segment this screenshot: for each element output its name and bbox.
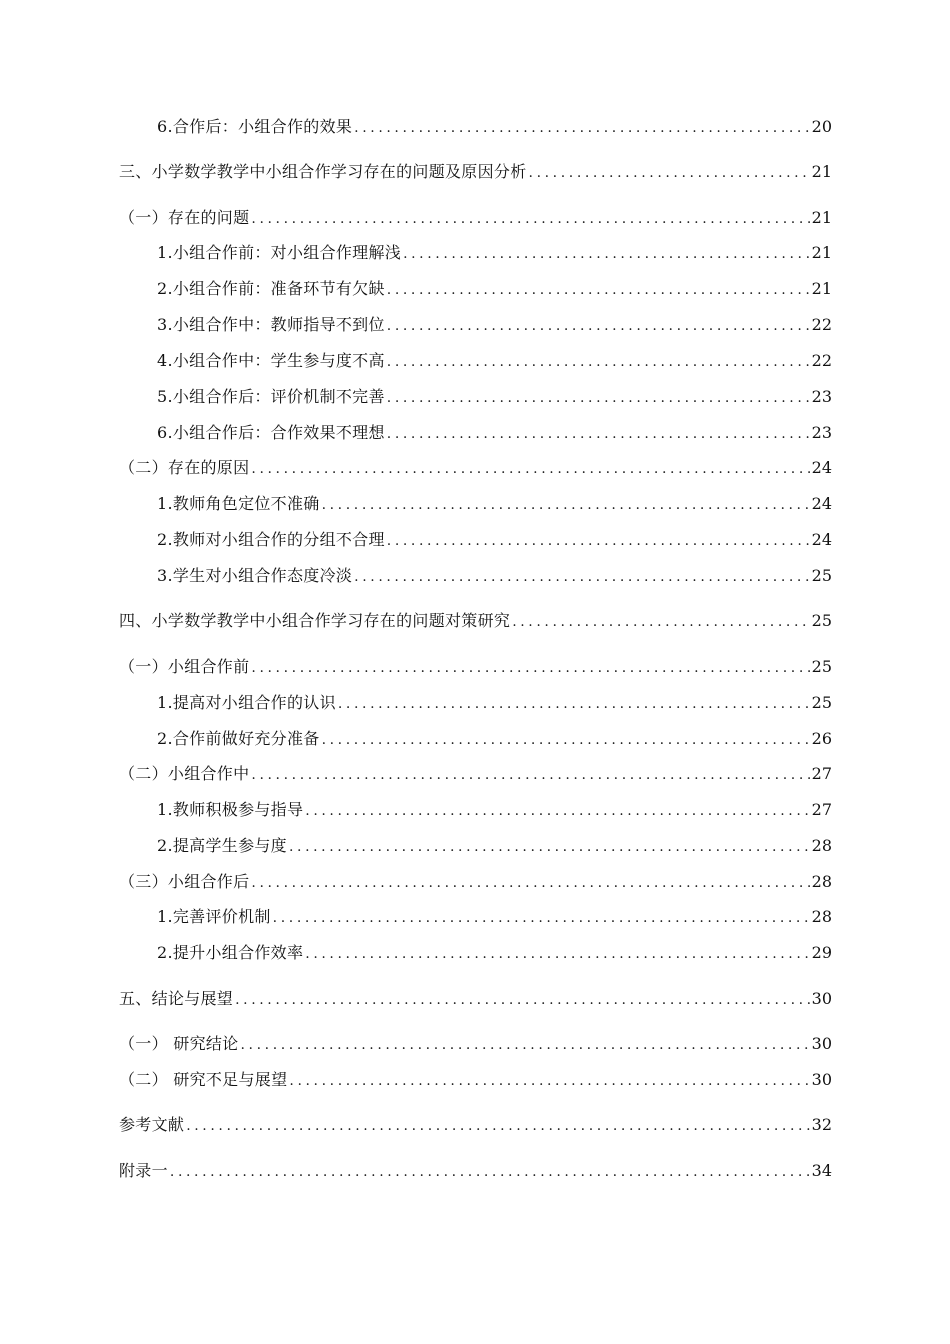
toc-entry-page: 24 <box>811 458 832 477</box>
toc-entry-title: 五、结论与展望 <box>119 989 234 1008</box>
toc-entry-page: 27 <box>811 800 832 819</box>
toc-entry-title: 2.提高学生参与度 <box>157 836 287 855</box>
toc-entry-title: （三）小组合作后 <box>119 872 250 891</box>
toc-entry-page: 24 <box>811 494 832 513</box>
toc-entry[interactable] <box>157 940 832 966</box>
toc-entry-page: 22 <box>811 351 832 370</box>
toc-entry-title: 4.小组合作中：学生参与度不高 <box>157 351 385 370</box>
toc-entry-page: 30 <box>811 1034 832 1053</box>
toc-entry[interactable] <box>157 797 832 823</box>
toc-entry-title: 6.小组合作后：合作效果不理想 <box>157 423 385 442</box>
toc-entry-title: （一）存在的问题 <box>119 208 250 227</box>
toc-entry-page: 20 <box>811 117 832 136</box>
toc-entry-page: 32 <box>811 1115 832 1134</box>
toc-entry-title: 6.合作后：小组合作的效果 <box>157 117 353 136</box>
toc-entry-page: 24 <box>811 530 832 549</box>
toc-entry-page: 21 <box>811 279 832 298</box>
toc-dot-leader <box>354 115 809 140</box>
toc-entry[interactable] <box>119 1031 832 1057</box>
toc-entry-title: 2.教师对小组合作的分组不合理 <box>157 530 385 549</box>
toc-entry[interactable] <box>157 690 832 716</box>
toc-entry[interactable] <box>157 420 832 446</box>
toc-dot-leader <box>235 987 810 1012</box>
toc-entry[interactable] <box>119 1112 832 1138</box>
toc-dot-leader <box>251 206 809 231</box>
toc-dot-leader <box>529 160 810 185</box>
toc-dot-leader <box>354 564 809 589</box>
toc-dot-leader <box>322 492 810 517</box>
toc-entry-page: 27 <box>811 764 832 783</box>
toc-dot-leader <box>289 834 810 859</box>
toc-dot-leader <box>305 798 809 823</box>
toc-entry-page: 30 <box>811 1070 832 1089</box>
toc-entry[interactable] <box>119 654 832 680</box>
toc-entry-title: （一）小组合作前 <box>119 657 250 676</box>
toc-entry-title: （一） 研究结论 <box>119 1034 239 1053</box>
toc-entry-page: 21 <box>811 162 832 181</box>
toc-dot-leader <box>289 1068 809 1093</box>
toc-entry-title: 1.小组合作前：对小组合作理解浅 <box>157 243 402 262</box>
toc-entry-page: 21 <box>811 243 832 262</box>
toc-entry-title: 1.教师积极参与指导 <box>157 800 304 819</box>
toc-dot-leader <box>170 1159 810 1184</box>
toc-dot-leader <box>512 609 809 634</box>
toc-entry[interactable] <box>157 904 832 930</box>
toc-entry[interactable] <box>157 114 832 140</box>
toc-dot-leader <box>251 655 809 680</box>
toc-entry-page: 23 <box>811 423 832 442</box>
toc-entry[interactable] <box>119 455 832 481</box>
toc-entry-title: （二）存在的原因 <box>119 458 250 477</box>
toc-entry-title: 1.提高对小组合作的认识 <box>157 693 336 712</box>
toc-entry-title: （二） 研究不足与展望 <box>119 1070 288 1089</box>
toc-dot-leader <box>387 421 810 446</box>
toc-entry-page: 25 <box>811 611 832 630</box>
toc-entry-title: 2.小组合作前：准备环节有欠缺 <box>157 279 385 298</box>
toc-entry-title: 1.完善评价机制 <box>157 907 271 926</box>
toc-entry-title: （二）小组合作中 <box>119 764 250 783</box>
toc-entry-title: 参考文献 <box>119 1115 185 1134</box>
toc-entry-page: 28 <box>811 836 832 855</box>
toc-entry-page: 34 <box>811 1161 832 1180</box>
toc-entry[interactable] <box>119 986 832 1012</box>
toc-entry[interactable] <box>157 240 832 266</box>
toc-entry[interactable] <box>119 205 832 231</box>
toc-dot-leader <box>403 241 810 266</box>
toc-entry[interactable] <box>119 1158 832 1184</box>
toc-entry[interactable] <box>119 869 832 895</box>
toc-entry-page: 25 <box>811 693 832 712</box>
toc-entry[interactable] <box>157 726 832 752</box>
toc-entry[interactable] <box>119 761 832 787</box>
toc-entry-page: 28 <box>811 872 832 891</box>
toc-dot-leader <box>322 727 810 752</box>
toc-entry-title: 5.小组合作后：评价机制不完善 <box>157 387 385 406</box>
toc-dot-leader <box>251 762 809 787</box>
toc-entry-page: 25 <box>811 657 832 676</box>
toc-dot-leader <box>387 385 810 410</box>
toc-entry-title: 3.小组合作中：教师指导不到位 <box>157 315 385 334</box>
toc-dot-leader <box>186 1113 809 1138</box>
toc-dot-leader <box>387 349 810 374</box>
toc-entry[interactable] <box>157 527 832 553</box>
toc-dot-leader <box>241 1032 810 1057</box>
toc-entry[interactable] <box>157 348 832 374</box>
toc-dot-leader <box>305 941 809 966</box>
toc-entry[interactable] <box>157 491 832 517</box>
toc-dot-leader <box>387 277 810 302</box>
toc-entry-page: 23 <box>811 387 832 406</box>
toc-entry-title: 四、小学数学教学中小组合作学习存在的问题对策研究 <box>119 611 511 630</box>
toc-entry[interactable] <box>119 159 832 185</box>
toc-entry-title: 2.合作前做好充分准备 <box>157 729 320 748</box>
toc-entry-title: 2.提升小组合作效率 <box>157 943 304 962</box>
toc-entry[interactable] <box>157 312 832 338</box>
toc-entry-page: 28 <box>811 907 832 926</box>
toc-entry[interactable] <box>157 833 832 859</box>
toc-entry-page: 26 <box>811 729 832 748</box>
toc-entry[interactable] <box>119 1067 832 1093</box>
toc-dot-leader <box>251 456 809 481</box>
toc-entry[interactable] <box>157 563 832 589</box>
toc-dot-leader <box>387 528 810 553</box>
toc-entry[interactable] <box>119 608 832 634</box>
toc-dot-leader <box>273 905 810 930</box>
toc-dot-leader <box>387 313 810 338</box>
toc-entry-title: 三、小学数学教学中小组合作学习存在的问题及原因分析 <box>119 162 527 181</box>
toc-entry-title: 3.学生对小组合作态度冷淡 <box>157 566 353 585</box>
toc-entry[interactable] <box>157 276 832 302</box>
toc-entry-page: 30 <box>811 989 832 1008</box>
toc-entry-page: 22 <box>811 315 832 334</box>
toc-dot-leader <box>338 691 810 716</box>
toc-entry-title: 附录一 <box>119 1161 168 1180</box>
toc-entry[interactable] <box>157 384 832 410</box>
toc-entry-title: 1.教师角色定位不准确 <box>157 494 320 513</box>
toc-entry-page: 29 <box>811 943 832 962</box>
toc-entry-page: 25 <box>811 566 832 585</box>
toc-dot-leader <box>251 870 809 895</box>
toc-entry-page: 21 <box>811 208 832 227</box>
